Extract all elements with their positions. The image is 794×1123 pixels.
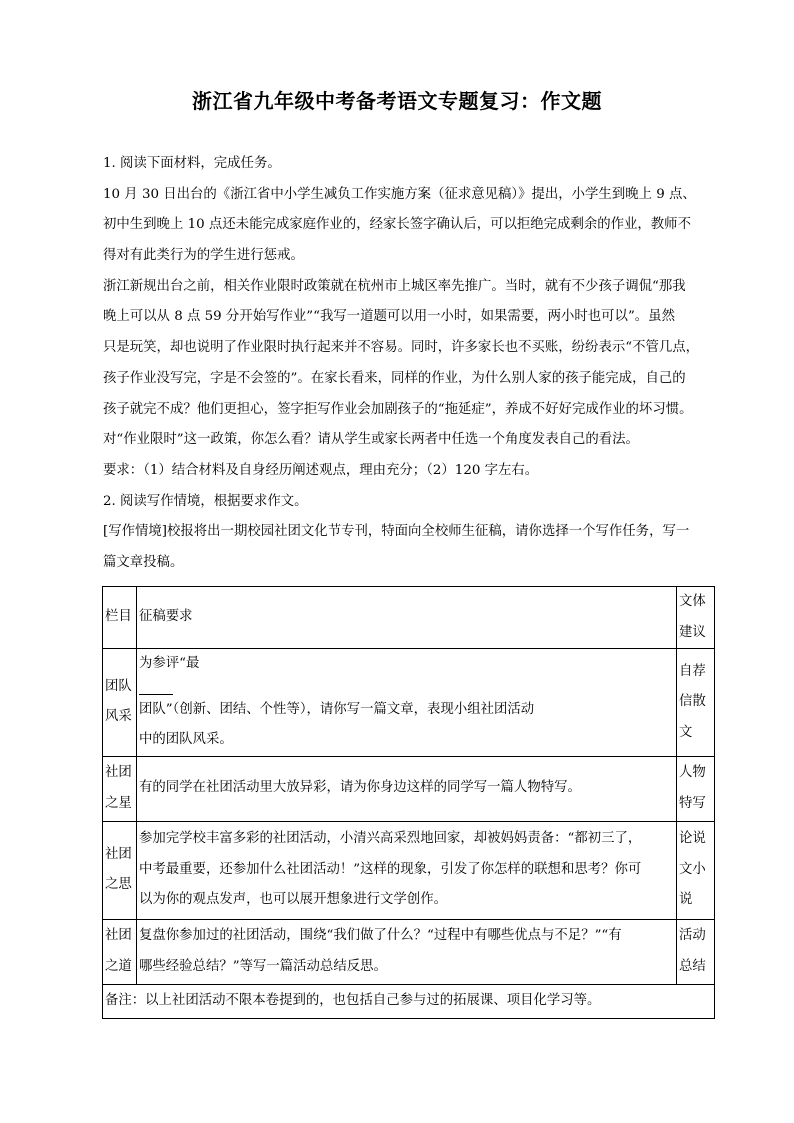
q1-requirements: 要求：（1）结合材料及自身经历阐述观点，理由充分；（2）120 字左右。 [103,462,539,478]
table-note-row [103,984,715,1018]
q1-line: 孩子作业没写完，字是不会签的”。在家长看来，同样的作业，为什么别人家的孩子能完成，自己的 [103,370,686,386]
q1-line: 对“作业限时”这一政策，你怎么看？请从学生或家长两者中任选一个角度发表自己的看法。 [103,432,639,448]
row-label: 社团 之道 [103,919,137,984]
question-1-heading: 1. 阅读下面材料，完成任务。 [103,156,281,171]
header-genre-label: 文体 建议 [677,587,715,649]
table-row [103,919,715,984]
question-2-heading: 2. 阅读写作情境，根据要求作文。 [103,493,308,509]
document-title: 浙江省九年级中考备考语文专题复习：作文题 [192,89,602,113]
q2-line: [写作情境]校报将出一期校园社团文化节专刊，特面向全校师生征稿，请你选择一个写作任务，写一 [103,524,690,540]
table-row [103,649,715,757]
q1-line: 浙江新规出台之前，相关作业限时政策就在杭州市上城区率先推广。当时，就有不少孩子调侃“那我 [103,278,686,294]
table-row [103,756,715,821]
fill-in-blank [139,680,173,695]
q1-line: 只是玩笑，却也说明了作业限时执行起来并不容易。同时，许多家长也不买账，纷纷表示“不管几点， [103,340,700,356]
header-column-label: 栏目 [103,587,137,649]
table-note: 备注：以上社团活动不限本卷提到的，也包括自己参与过的拓展课、项目化学习等。 [103,984,715,1018]
row-requirement: 复盘你参加过的社团活动，围绕“我们做了什么？“过程中有哪些优点与不足？”“有 哪些经验总结？”等写一篇活动总结反思。 [137,919,677,984]
table-row [103,821,715,919]
row-label: 社团 之思 [103,821,137,919]
table-header-row [103,587,715,649]
writing-task-table [102,586,715,1019]
row-genre: 自荐 信散 文 [677,649,715,757]
row-label: 团队 风采 [103,649,137,757]
q1-line: 孩子就完不成？他们更担心，签字拒写作业会加剧孩子的“拖延症”，养成不好好完成作业的坏习惯。 [103,401,693,417]
q1-line: 10 月 30 日出台的《浙江省中小学生减负工作实施方案（征求意见稿）》提出，小学生到晚上 9 点、 [103,186,696,202]
row-requirement: 参加完学校丰富多彩的社团活动，小清兴高采烈地回家，却被妈妈责备：“都初三了， 中考最重要，还参加什么社团活动！”这样的现象，引发了你怎样的联想和思考？你可 以为你的观点发声，也可以展开想象进行文学创作。 [137,821,677,919]
row-requirement: 有的同学在社团活动里大放异彩，请为你身边这样的同学写一篇人物特写。 [137,756,677,821]
q1-line: 晚上可以从 8 点 59 分开始写作业”“我写一道题可以用一小时，如果需要，两小时也可以”。虽然 [103,309,675,325]
q1-line: 初中生到晚上 10 点还未能完成家庭作业的，经家长签字确认后，可以拒绝完成剩余的作业，教师不 [103,217,691,233]
row-requirement: 为参评“最 团队”（创新、团结、个性等），请你写一篇文章，表现小组社团活动 中的团队风采。 [137,649,677,757]
row-genre: 活动 总结 [677,919,715,984]
header-requirements-label: 征稿要求 [137,587,677,649]
q2-line: 篇文章投稿。 [103,554,184,570]
row-genre: 人物 特写 [677,756,715,821]
question-1 [103,149,719,579]
q1-line: 得对有此类行为的学生进行惩戒。 [103,248,304,264]
row-genre: 论说 文小 说 [677,821,715,919]
row-label: 社团 之星 [103,756,137,821]
